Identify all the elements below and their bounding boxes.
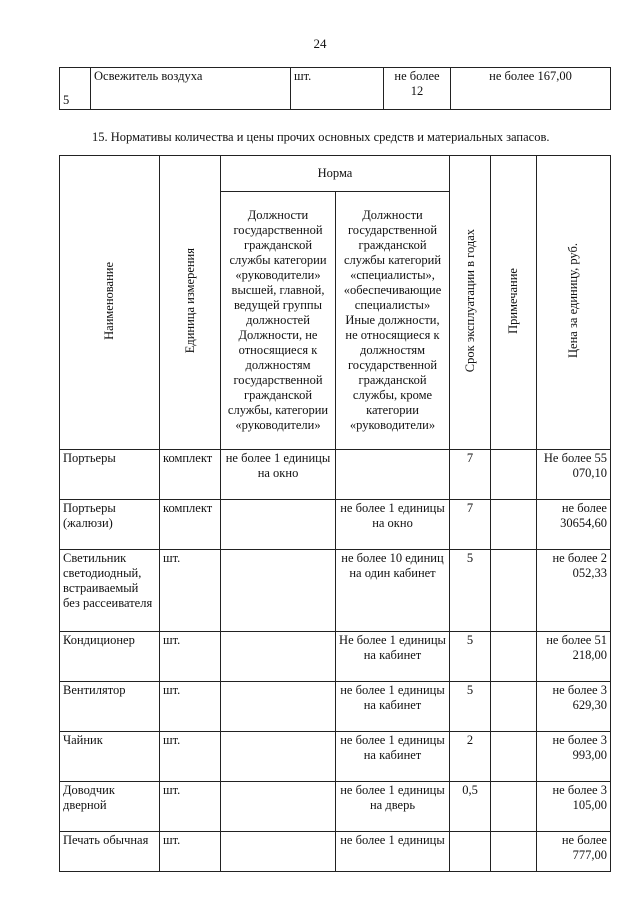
row-name: Вентилятор bbox=[60, 682, 160, 732]
row-price: не более 3 105,00 bbox=[537, 782, 611, 832]
row-norm-specialists: не более 1 единицы на кабинет bbox=[336, 682, 450, 732]
row-number: 5 bbox=[60, 68, 91, 110]
row-term: 5 bbox=[450, 550, 491, 632]
row-note bbox=[491, 732, 537, 782]
header-term: Срок эксплуатации в годах bbox=[450, 156, 491, 450]
row-note bbox=[491, 782, 537, 832]
row-unit: комплект bbox=[160, 500, 221, 550]
row-norm-managers bbox=[221, 732, 336, 782]
row-norm-managers bbox=[221, 682, 336, 732]
table-row bbox=[60, 832, 611, 872]
table-row bbox=[60, 782, 611, 832]
header-norm: Норма bbox=[221, 156, 450, 192]
row-price: не более 777,00 bbox=[537, 832, 611, 872]
table-row bbox=[60, 500, 611, 550]
row-term: 5 bbox=[450, 632, 491, 682]
row-unit: шт. bbox=[160, 782, 221, 832]
row-norm-managers bbox=[221, 832, 336, 872]
row-unit: шт. bbox=[160, 732, 221, 782]
row-norm-specialists: не более 1 единицы на дверь bbox=[336, 782, 450, 832]
row-name: Кондиционер bbox=[60, 632, 160, 682]
row-norm-specialists bbox=[336, 450, 450, 500]
row-norm-specialists: Не более 1 единицы на кабинет bbox=[336, 632, 450, 682]
row-price: не более 51 218,00 bbox=[537, 632, 611, 682]
section-heading: 15. Нормативы количества и цены прочих основных средств и материальных запасов. bbox=[92, 130, 550, 144]
table-row bbox=[60, 682, 611, 732]
row-norm-specialists: не более 1 единицы bbox=[336, 832, 450, 872]
row-unit: шт. bbox=[160, 832, 221, 872]
row-norm-managers bbox=[221, 782, 336, 832]
row-note bbox=[491, 682, 537, 732]
row-price: не более 3 629,30 bbox=[537, 682, 611, 732]
row-note bbox=[491, 550, 537, 632]
row-unit: комплект bbox=[160, 450, 221, 500]
row-note bbox=[491, 832, 537, 872]
table-row bbox=[60, 732, 611, 782]
item-price: не более 167,00 bbox=[451, 68, 611, 110]
row-price: не более 2 052,33 bbox=[537, 550, 611, 632]
row-norm-specialists: не более 1 единицы на окно bbox=[336, 500, 450, 550]
row-term bbox=[450, 832, 491, 872]
row-term: 5 bbox=[450, 682, 491, 732]
table-row bbox=[60, 632, 611, 682]
row-unit: шт. bbox=[160, 632, 221, 682]
row-name: Чайник bbox=[60, 732, 160, 782]
page-number: 24 bbox=[313, 36, 327, 51]
header-norm-specialists: Должности государственной гражданской службы категорий «специалисты», «обеспечивающие специалисты» Иные должности, не относящиеся к должностям государственной гражданской службы, кроме категории «руководители» bbox=[336, 192, 450, 450]
row-unit: шт. bbox=[160, 682, 221, 732]
item-unit: шт. bbox=[291, 68, 384, 110]
row-term: 7 bbox=[450, 450, 491, 500]
row-unit: шт. bbox=[160, 550, 221, 632]
table-row bbox=[60, 68, 611, 110]
item-name: Освежитель воздуха bbox=[91, 68, 291, 110]
row-name: Печать обычная bbox=[60, 832, 160, 872]
header-unit: Единица измерения bbox=[160, 156, 221, 450]
table-row bbox=[60, 550, 611, 632]
norms-table bbox=[59, 155, 611, 872]
header-price: Цена за единицу, руб. bbox=[537, 156, 611, 450]
table-row bbox=[60, 450, 611, 500]
row-name: Портьеры (жалюзи) bbox=[60, 500, 160, 550]
row-term: 0,5 bbox=[450, 782, 491, 832]
row-norm-managers bbox=[221, 500, 336, 550]
row-name: Доводчик дверной bbox=[60, 782, 160, 832]
row-name: Портьеры bbox=[60, 450, 160, 500]
row-norm-specialists: не более 10 единиц на один кабинет bbox=[336, 550, 450, 632]
row-norm-managers bbox=[221, 632, 336, 682]
header-name: Наименование bbox=[60, 156, 160, 450]
row-term: 7 bbox=[450, 500, 491, 550]
item-norm: не более 12 bbox=[384, 68, 451, 110]
row-name: Светильник светодиодный, встраиваемый без рассеивателя bbox=[60, 550, 160, 632]
row-note bbox=[491, 450, 537, 500]
row-note bbox=[491, 500, 537, 550]
row-price: Не более 55 070,10 bbox=[537, 450, 611, 500]
row-price: не более 30654,60 bbox=[537, 500, 611, 550]
header-norm-managers: Должности государственной гражданской службы категории «руководители» высшей, главной, ведущей группы должностей Должности, не относящиеся к должностям государственной гражданской службы, категории «руководители» bbox=[221, 192, 336, 450]
header-note: Примечание bbox=[491, 156, 537, 450]
row-term: 2 bbox=[450, 732, 491, 782]
row-norm-managers: не более 1 единицы на окно bbox=[221, 450, 336, 500]
row-note bbox=[491, 632, 537, 682]
row-norm-managers bbox=[221, 550, 336, 632]
row-norm-specialists: не более 1 единицы на кабинет bbox=[336, 732, 450, 782]
top-table bbox=[59, 67, 611, 110]
row-price: не более 3 993,00 bbox=[537, 732, 611, 782]
